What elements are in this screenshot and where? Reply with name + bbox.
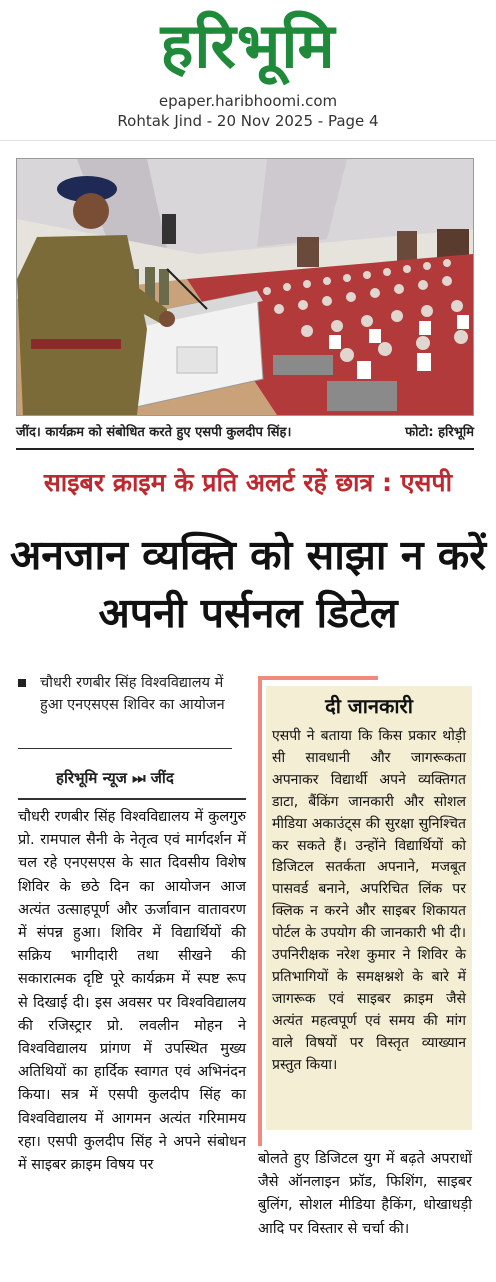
photo-credit: फोटो: हरिभूमि [405, 425, 474, 440]
article-headline: अनजान व्यक्ति को साझा न करें अपनी पर्सनल डिटेल [9, 531, 487, 637]
info-box-title: दी जानकारी [325, 694, 413, 718]
site-url: epaper.haribhoomi.com [158, 92, 338, 110]
photo-caption: जींद। कार्यक्रम को संबोधित करते हुए एसपी कुलदीप सिंह। [16, 425, 292, 440]
summary-bullet-text: चौधरी रणबीर सिंह विश्वविद्यालय में हुआ एनएसएस शिविर का आयोजन [40, 675, 225, 713]
byline-divider [18, 798, 246, 800]
info-box [266, 686, 472, 1130]
info-box-accent-line [258, 676, 262, 1146]
article-photo [16, 158, 474, 416]
auditorium-photo-illustration [17, 159, 473, 415]
article-body-left-column: चौधरी रणबीर सिंह विश्वविद्यालय में कुलगुरु प्रो. रामपाल सैनी के नेतृत्व एवं मार्गदर्शन में चल रहे एनएसएस के सात दिवसीय विशेष शिविर के छठे दिन का आयोजन आज अत्यंत उत्साहपूर्ण और ऊर्जावान वातावरण में संपन्न हुआ। शिविर में विद्यार्थियों की सक्रिय भागीदारी तथा सीखने की सकारात्मक दृष्टि पूरे कार्यक्रम में स्पष्ट रूप से दिखाई दी। इस अवसर पर विश्वविद्यालय की रजिस्ट्रार प्रो. लवलीन मोहन ने विश्वविद्यालय प्रांगण में उपस्थित मुख्य अतिथियों का हार्दिक स्वागत एवं अभिनंदन किया। सत्र में एसपी कुलदीप सिंह का विश्वविद्यालय में आगमन अत्यंत गरिमामय रहा। एसपी कुलदीप सिंह ने अपने संबोधन में साइबर क्राइम विषय पर [18, 809, 246, 1174]
bullet-divider [18, 748, 232, 749]
info-box-text: एसपी ने बताया कि किस प्रकार थोड़ी सी सावधानी और जागरूकता अपनाकर विद्यार्थी अपने व्यक्तिगत डाटा, बैंकिंग जानकारी और सोशल मीडिया अकाउंट्स की सुरक्षा सुनिश्चित कर सकते हैं। उन्होंने विद्यार्थियों को डिजिटल सतर्कता अपनाने, मजबूत पासवर्ड बनाने, अपरिचित लिंक पर क्लिक न करने और साइबर शिकायत पोर्टल के उपयोग की जानकारी भी दी। उपनिरीक्षक नरेश कुमार ने शिविर के प्रतिभागियों के समक्षश्नशे के बारे में जागरूक एवं साइबर क्राइम जैसे अत्यंत महत्वपूर्ण एवं समय की मांग वाले विषयों पर विस्तृत व्याख्यान प्रस्तुत किया। [272, 728, 466, 1073]
edition-info: Rohtak Jind - 20 Nov 2025 - Page 4 [117, 112, 379, 130]
article-body-right-column: बोलते हुए डिजिटल युग में बढ़ते अपराधों जैसे ऑनलाइन फ्रॉड, फिशिंग, साइबर बुलिंग, सोशल मीडिया हैकिंग, धोखाधड़ी आदि पर विस्तार से चर्चा की। [258, 1151, 472, 1237]
masthead-divider [0, 140, 496, 141]
article-kicker: साइबर क्राइम के प्रति अलर्ट रहें छात्र : एसपी [43, 468, 453, 497]
caption-divider [16, 448, 474, 450]
masthead [0, 0, 496, 140]
bullet-square-icon [18, 679, 26, 687]
article-byline: हरिभूमि न्यूज ⏭ जींद [56, 769, 174, 787]
info-box-accent-top [258, 676, 378, 680]
newspaper-logo: हरिभूमि [160, 9, 336, 82]
